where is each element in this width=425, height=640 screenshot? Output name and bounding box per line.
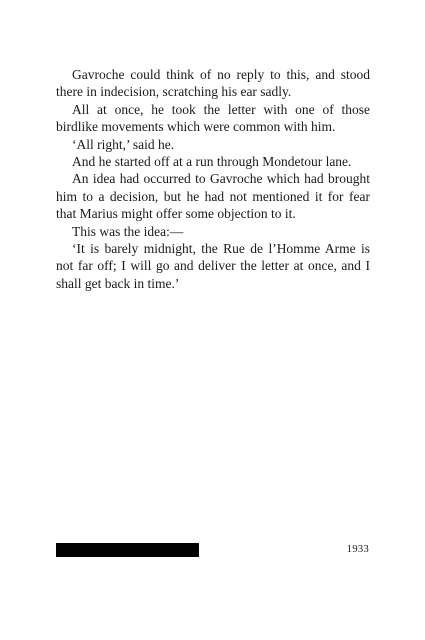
paragraph-7: ‘It is barely midnight, the Rue de l’Homme Arme is not far off; I will go and deliver the letter at once, and I shall get back in time.’ (56, 241, 370, 291)
paragraph-5: An idea had occurred to Gavroche which had brought him to a decision, but he had not mentioned it for fear that Marius might offer some objection to it. (56, 171, 370, 222)
paragraph-4: And he started off at a run through Mondetour lane. (72, 154, 352, 170)
paragraph-1: Gavroche could think of no reply to this, and stood there in indecision, scratching his ear sadly. (56, 67, 370, 100)
paragraph-3: ‘All right,’ said he. (72, 136, 175, 152)
paragraph-2: All at once, he took the letter with one of those birdlike movements which were common with him. (56, 101, 370, 135)
page-number: 1933 (346, 544, 369, 555)
paragraph-6: This was the idea:— (72, 223, 184, 239)
body-text (56, 66, 370, 292)
footer-redaction-bar (56, 543, 199, 557)
